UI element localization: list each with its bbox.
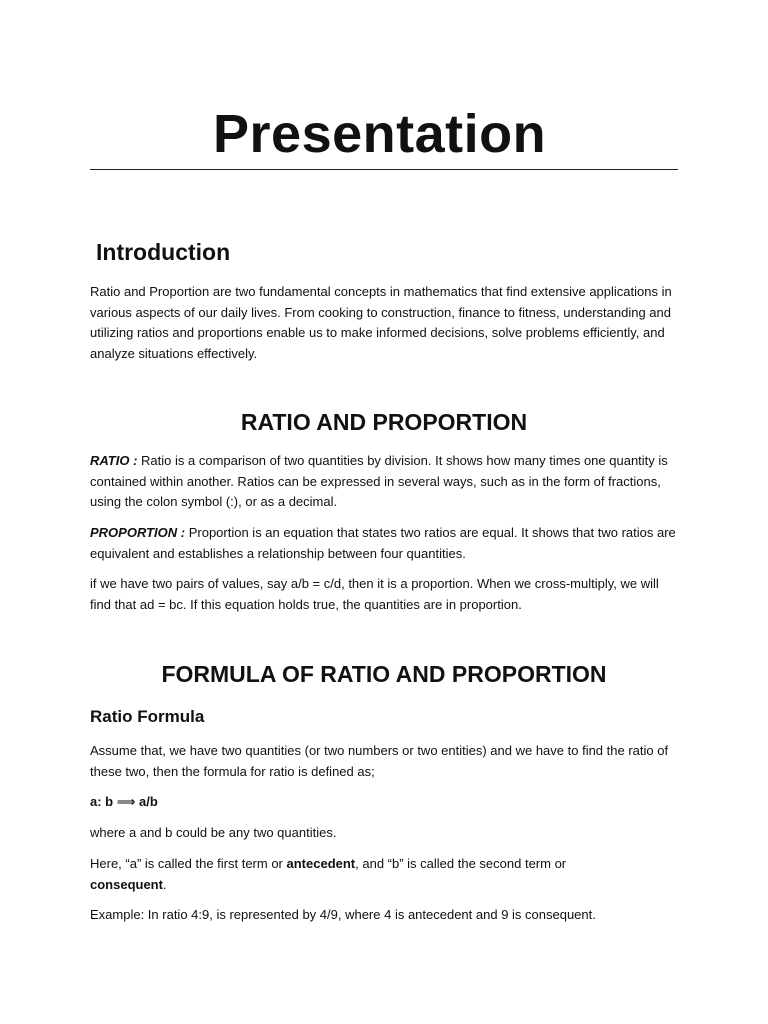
terms-middle-text: , and “b” is called the second term or	[355, 856, 567, 871]
ratio-formula-expression: a: b ⟹ a/b	[90, 794, 158, 809]
ratio-where-paragraph: where a and b could be any two quantities.	[90, 825, 337, 840]
terms-prefix-text: Here, “a” is called the first term or	[90, 856, 287, 871]
proportion-definition-paragraph	[90, 523, 680, 564]
ratio-definition-paragraph	[90, 451, 680, 513]
ratio-term: RATIO :	[90, 453, 138, 468]
antecedent-term: antecedent	[286, 856, 356, 871]
title-divider	[90, 169, 678, 170]
ratio-formula-subheading: Ratio Formula	[90, 707, 205, 726]
introduction-paragraph: Ratio and Proportion are two fundamental concepts in mathematics that find extensive applications in various aspects of our daily lives. From cooking to construction, finance to fitness, understanding and utilizing ratios and proportions enable us to make informed decisions, solve problems efficiently, and analyze situations effectively.	[90, 284, 672, 361]
antecedent-consequent-paragraph	[90, 854, 600, 895]
formula-heading: FORMULA OF RATIO AND PROPORTION	[161, 661, 607, 687]
terms-suffix-text: .	[162, 876, 167, 892]
ratio-proportion-heading: RATIO AND PROPORTION	[240, 409, 528, 435]
ratio-definition-text: Ratio is a comparison of two quantities by division. It shows how many times one quantity is contained within another. Ratios can be expressed in several ways, such as in the form of fractions, using the colon symbol (:), or as a decimal.	[90, 453, 668, 509]
ratio-assumption-paragraph: Assume that, we have two quantities (or two numbers or two entities) and we have to find the ratio of these two, then the formula for ratio is defined as;	[90, 743, 669, 779]
ratio-example-paragraph: Example: In ratio 4:9, is represented by 4/9, where 4 is antecedent and 9 is consequent.	[90, 907, 596, 922]
consequent-term: consequent	[90, 876, 163, 892]
introduction-heading: Introduction	[96, 239, 231, 265]
proportion-definition-text: Proportion is an equation that states two ratios are equal. It shows that two ratios are equivalent and establishes a relationship between four quantities.	[90, 525, 676, 561]
proportion-term: PROPORTION :	[90, 525, 186, 540]
document-title: Presentation	[213, 104, 547, 164]
proportion-example-paragraph: if we have two pairs of values, say a/b = c/d, then it is a proportion. When we cross-multiply, we will find that ad = bc. If this equation holds true, the quantities are in proportion.	[90, 576, 659, 612]
